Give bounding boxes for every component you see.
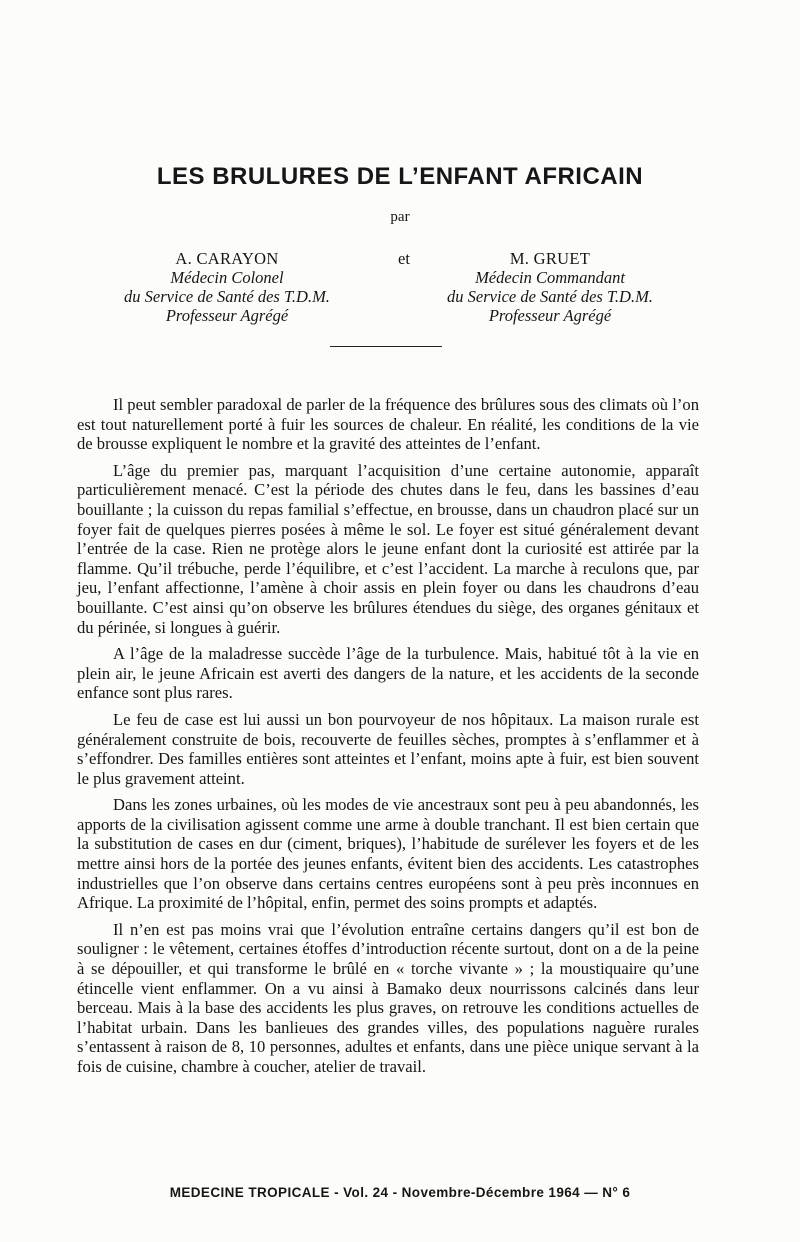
journal-footer: MEDECINE TROPICALE - Vol. 24 - Novembre-Décembre 1964 — N° 6 (169, 1185, 631, 1200)
author-2-role-3: Professeur Agrégé (488, 306, 612, 325)
title-divider (330, 346, 442, 347)
author-1-name: A. CARAYON (175, 249, 279, 268)
author-2 (400, 249, 700, 325)
paragraph: A l’âge de la maladresse succède l’âge de la turbulence. Mais, habitué tôt à la vie en plein air, le jeune Africain est averti des dangers de la nature, et les accidents de la seconde enfance sont plus rares. (77, 644, 699, 703)
author-conjunction: et (398, 249, 410, 268)
author-1-role-2: du Service de Santé des T.D.M. (124, 287, 330, 306)
author-2-role-1: Médecin Commandant (475, 268, 625, 287)
author-1-role-1: Médecin Colonel (170, 268, 284, 287)
author-1-role-3: Professeur Agrégé (165, 306, 289, 325)
paragraph: L’âge du premier pas, marquant l’acquisition d’une certaine autonomie, apparaît particulièrement menacé. C’est la période des chutes dans le feu, dans les bassines d’eau bouillante ; la cuisson du repas familial s’effectue, en brousse, dans un chaudron placé sur un foyer fait de quelques pierres posées à même le sol. Le foyer est situé généralement devant l’entrée de la case. Rien ne protège alors le jeune enfant dont la curiosité est attirée par la flamme. Qu’il trébuche, perde l’équilibre, et c’est l’accident. La marche à reculons que, par jeu, l’enfant affectionne, l’amène à choir assis en plein foyer ou dans les chaudrons d’eau bouillante. C’est ainsi qu’on observe les brûlures étendues du siège, des organes génitaux et du périnée, si longues à guérir. (77, 460, 699, 637)
paragraph: Le feu de case est lui aussi un bon pourvoyeur de nos hôpitaux. La maison rurale est généralement construite de bois, recouverte de feuilles sèches, promptes à s’enflammer et à s’effondrer. Des familles entières sont atteintes et l’enfant, moins apte à fuir, est bien souvent le plus gravement atteint. (77, 709, 699, 788)
article-body (77, 395, 699, 1084)
author-2-name: M. GRUET (509, 249, 591, 268)
author-2-role-2: du Service de Santé des T.D.M. (447, 287, 653, 306)
paragraph: Il peut sembler paradoxal de parler de la fréquence des brûlures sous des climats où l’on est tout naturellement porté à fuir les sources de chaleur. En réalité, les conditions de la vie de brousse expliquent le nombre et la gravité des atteintes de l’enfant. (77, 395, 699, 454)
author-1 (77, 249, 377, 325)
paragraph: Dans les zones urbaines, où les modes de vie ancestraux sont peu à peu abandonnés, les apports de la civilisation agissent comme une arme à double tranchant. Il est bien certain que la substitution de cases en dur (ciment, briques), l’habitude de surélever les foyers et de les mettre ainsi hors de la portée des jeunes enfants, évitent bien des accidents. Les catastrophes industrielles que l’on observe dans certains centres européens sont à peu près inconnues en Afrique. La proximité de l’hôpital, enfin, permet des soins prompts et adaptés. (77, 795, 699, 913)
article-title: LES BRULURES DE L’ENFANT AFRICAIN (156, 163, 644, 190)
paragraph: Il n’en est pas moins vrai que l’évolution entraîne certains dangers qu’il est bon de souligner : le vêtement, certaines étoffes d’introduction récente surtout, dont on a de la peine à se dépouiller, et qui transforme le brûlé en « torche vivante » ; la moustiquaire qu’une étincelle vient enflammer. On a vu ainsi à Bamako deux nourrissons calcinés dans leur berceau. Mais à la base des accidents les plus graves, on retrouve les conditions actuelles de l’habitat urbain. Dans les banlieues des grandes villes, des populations naguère rurales s’entassent à raison de 8, 10 personnes, adultes et enfants, dans une pièce unique servant à la fois de cuisine, chambre à coucher, atelier de travail. (77, 919, 699, 1076)
by-line: par (390, 209, 410, 225)
